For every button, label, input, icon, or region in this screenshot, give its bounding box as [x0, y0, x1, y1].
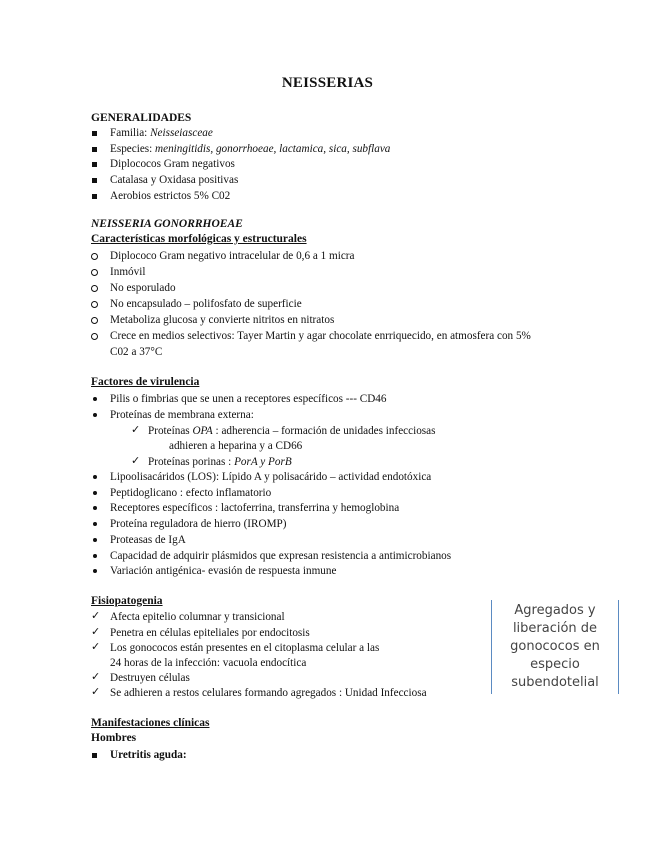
- sub-list-item: ✓ Proteínas porinas : PorA y PorB: [131, 454, 292, 468]
- circle-bullet-icon: [91, 253, 98, 260]
- checkmark-icon: ✓: [131, 454, 141, 467]
- square-bullet-icon: [92, 131, 97, 136]
- circle-bullet-icon: [91, 269, 98, 276]
- list-item: Proteínas de membrana externa:: [91, 408, 254, 422]
- list-item: ✓ Destruyen células: [91, 670, 190, 684]
- bullet-icon: [93, 475, 97, 479]
- list-item: Metaboliza glucosa y convierte nitritos en nitratos: [91, 313, 334, 327]
- list-item: Aerobios estrictos 5% C02: [91, 189, 230, 203]
- square-bullet-icon: [92, 162, 97, 167]
- list-item: Peptidoglicano : efecto inflamatorio: [91, 486, 271, 500]
- list-item: Variación antigénica- evasión de respuesta inmune: [91, 564, 336, 578]
- list-item: Diplococos Gram negativos: [91, 157, 235, 171]
- callout-line: gonococos en: [510, 639, 600, 654]
- subheading-caracteristicas: Características morfológicas y estructurales: [91, 233, 307, 245]
- list-item: Uretritis aguda:: [91, 748, 187, 762]
- section-heading-manifestaciones: Manifestaciones clínicas: [91, 717, 210, 729]
- list-item: Proteína reguladora de hierro (IROMP): [91, 517, 286, 531]
- bullet-icon: [93, 491, 97, 495]
- sub-list-item-continuation: adhieren a heparina y a CD66: [169, 440, 303, 452]
- list-item: ✓ Penetra en células epiteliales por endocitosis: [91, 625, 310, 639]
- section-heading-virulencia: Factores de virulencia: [91, 376, 200, 388]
- list-item: Crece en medios selectivos: Tayer Martin y agar chocolate enrriquecido, en atmosfera con 5%: [91, 329, 531, 343]
- callout-line: especio: [530, 657, 580, 672]
- list-item: Diplococo Gram negativo intracelular de 0,6 a 1 micra: [91, 249, 354, 263]
- bullet-icon: [93, 522, 97, 526]
- bullet-icon: [93, 569, 97, 573]
- callout-line: liberación de: [512, 621, 598, 636]
- circle-bullet-icon: [91, 317, 98, 324]
- square-bullet-icon: [92, 753, 97, 758]
- checkmark-icon: ✓: [91, 625, 101, 638]
- list-item: Catalasa y Oxidasa positivas: [91, 173, 238, 187]
- callout-box: [491, 600, 619, 694]
- list-item-continuation: C02 a 37°C: [110, 346, 163, 358]
- square-bullet-icon: [92, 194, 97, 199]
- section-heading-gonorrhoeae: NEISSERIA GONORRHOEAE: [91, 218, 243, 230]
- list-item: Capacidad de adquirir plásmidos que expresan resistencia a antimicrobianos: [91, 549, 451, 563]
- list-item-continuation: 24 horas de la infección: vacuola endocítica: [110, 657, 307, 669]
- document-title: NEISSERIAS: [281, 75, 374, 91]
- sub-list-item: ✓ Proteínas OPA : adherencia – formación de unidades infecciosas: [131, 423, 436, 437]
- bullet-icon: [93, 538, 97, 542]
- subheading-hombres: Hombres: [91, 732, 137, 744]
- list-item: ✓ Los gonococos están presentes en el citoplasma celular a las: [91, 640, 380, 654]
- circle-bullet-icon: [91, 285, 98, 292]
- section-heading-fisiopatogenia: Fisiopatogenia: [91, 595, 163, 607]
- list-item: No esporulado: [91, 281, 176, 295]
- list-item: Pilis o fimbrias que se unen a receptores específicos --- CD46: [91, 392, 387, 406]
- bullet-icon: [93, 397, 97, 401]
- circle-bullet-icon: [91, 301, 98, 308]
- bullet-icon: [93, 413, 97, 417]
- checkmark-icon: ✓: [91, 670, 101, 683]
- square-bullet-icon: [92, 178, 97, 183]
- list-item: Inmóvil: [91, 265, 145, 279]
- list-item: Especies: meningitidis, gonorrhoeae, lactamica, sica, subflava: [91, 142, 390, 156]
- list-item: ✓ Se adhieren a restos celulares formando agregados : Unidad Infecciosa: [91, 685, 427, 699]
- checkmark-icon: ✓: [91, 685, 101, 698]
- list-item: Receptores específicos : lactoferrina, transferrina y hemoglobina: [91, 501, 399, 515]
- callout-line: subendotelial: [511, 675, 599, 690]
- bullet-icon: [93, 554, 97, 558]
- checkmark-icon: ✓: [131, 423, 141, 436]
- circle-bullet-icon: [91, 333, 98, 340]
- list-item: No encapsulado – polifosfato de superficie: [91, 297, 302, 311]
- callout-line: Agregados y: [514, 603, 596, 618]
- square-bullet-icon: [92, 147, 97, 152]
- checkmark-icon: ✓: [91, 640, 101, 653]
- bullet-icon: [93, 506, 97, 510]
- list-item: Lipoolisacáridos (LOS): Lípido A y polisacárido – actividad endotóxica: [91, 470, 431, 484]
- checkmark-icon: ✓: [91, 609, 101, 622]
- list-item: Familia: Neisseiasceae: [91, 126, 213, 140]
- list-item: ✓ Afecta epitelio columnar y transicional: [91, 609, 285, 623]
- list-item: Proteasas de IgA: [91, 533, 186, 547]
- section-heading-generalidades: GENERALIDADES: [91, 112, 192, 124]
